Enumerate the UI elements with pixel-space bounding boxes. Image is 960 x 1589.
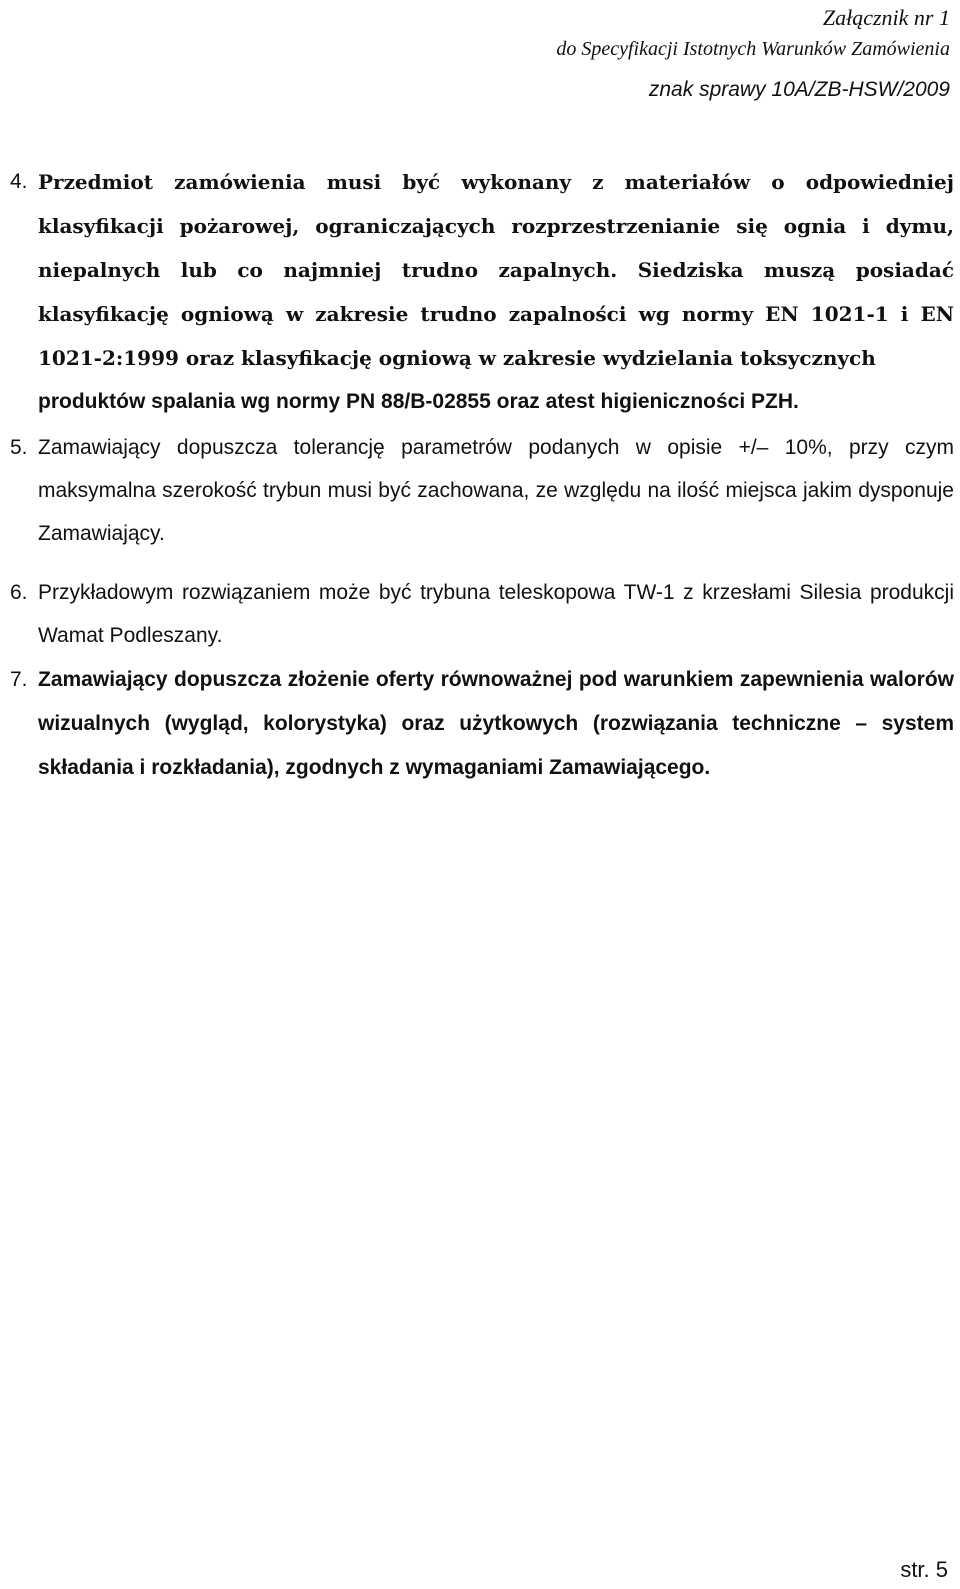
page-number: str. 5 <box>900 1557 948 1582</box>
list-item-5 <box>10 426 954 555</box>
item-text: Zamawiający dopuszcza tolerancję parametrów podanych w opisie +/– 10%, przy czym maksymalna szerokość trybun musi być zachowana, ze względu na ilość miejsca jakim dysponuje Zamawiający. <box>38 436 954 545</box>
case-number: znak sprawy 10A/ZB-HSW/2009 <box>648 78 950 101</box>
list-item-4 <box>10 160 954 424</box>
item-text: Przykładowym rozwiązaniem może być trybuna teleskopowa TW-1 z krzesłami Silesia produkcji Wamat Podleszany. <box>38 581 954 647</box>
item-number: 7. <box>10 668 28 691</box>
specification-label: do Specyfikacji Istotnych Warunków Zamówienia <box>556 38 950 60</box>
item-text-part: Przedmiot zamówienia musi być wykonany z materiałów o odpowiedniej klasyfikacji pożarowej, ograniczających rozprzestrzenianie się ognia i dymu, niepalnych lub co najmniej trudno zapalnych. <box>38 170 954 282</box>
document-header <box>556 2 950 104</box>
item-number: 5. <box>10 436 28 459</box>
list-item-6 <box>10 571 954 657</box>
list-item-7 <box>10 658 954 790</box>
attachment-label: Załącznik nr 1 <box>822 5 950 30</box>
item-text <box>38 160 954 380</box>
item-text-part: Siedziska muszą posiadać klasyfikację ogniową w zakresie trudno zapalności wg normy EN 1021-1 i EN 1021-2:1999 oraz klasyfikację ogniową w zakresie wydzielania toksycznych <box>38 258 954 370</box>
item-number: 4. <box>10 170 28 193</box>
item-text: Zamawiający dopuszcza złożenie oferty równoważnej pod warunkiem zapewnienia walorów wizualnych (wygląd, kolorystyka) oraz użytkowych (rozwiązania techniczne – system składania i rozkładania), zgodnych z wymaganiami Zamawiającego. <box>38 668 954 779</box>
item-text-continued: produktów spalania wg normy PN 88/B-02855 oraz atest higieniczności PZH. <box>38 390 799 413</box>
item-number: 6. <box>10 581 28 604</box>
